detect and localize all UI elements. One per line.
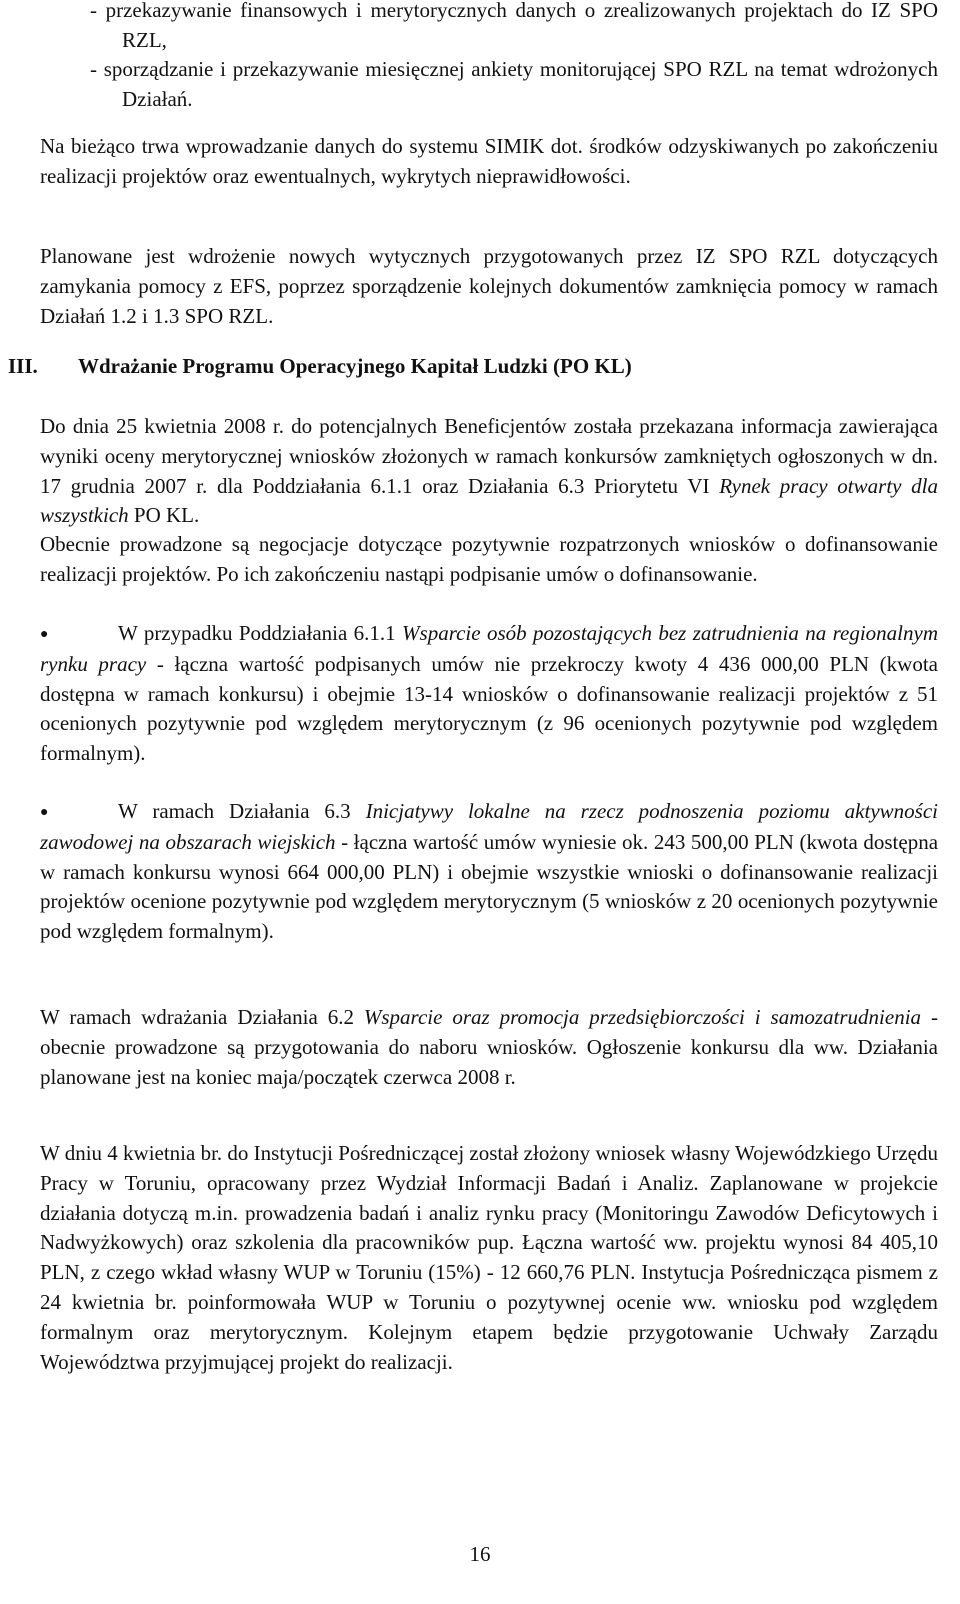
paragraph-section3-point-2	[8, 1003, 938, 1092]
list-number	[8, 412, 40, 442]
bullet-italic-title: Wsparcie osób pozostających bez zatrudnienia na regionalnym rynku pracy	[40, 621, 939, 676]
bullet-icon: ●	[40, 805, 49, 820]
paragraph-negotiations	[40, 530, 938, 590]
bullet-text: - łączna wartość umów wyniesie ok. 243 500,00 PLN (kwota dostępna w ramach konkursu wynosi 664 000,00 PLN) i obejmie wszystkie wnioski o dofinansowanie realizacji projektów ocenione pozytywnie pod względem merytorycznym (5 wniosków z 20 ocenionych pozytywnie pod względem formalnym).	[40, 829, 939, 944]
paragraph-text: Planowane jest wdrożenie nowych wytycznych przygotowanych przez IZ SPO RZL dotyczących zamykania pomocy z EFS, poprzez sporządzenie kolejnych dokumentów zamknięcia pomocy w ramach Działań 1.2 i 1.3 SPO RZL.	[40, 244, 938, 328]
measure-title: Wsparcie oraz promocja przedsiębiorczości i samozatrudnienia	[363, 1005, 922, 1029]
paragraph-text: Na bieżąco trwa wprowadzanie danych do systemu SIMIK dot. środków odzyskiwanych po zakończeniu realizacji projektów oraz ewentualnych, wykrytych nieprawidłowości.	[40, 134, 938, 188]
page-number: 16	[469, 1542, 491, 1566]
bullet-lead: W przypadku Poddziałania 6.1.1	[118, 621, 403, 645]
bullet-italic-title: Inicjatywy lokalne na rzecz podnoszenia poziomu aktywności zawodowej na obszarach wiejskich	[40, 799, 938, 854]
paragraph-point-5	[8, 242, 938, 331]
section-number: III.	[8, 354, 38, 378]
list-item	[90, 0, 938, 56]
paragraph-text: - obecnie prowadzone są przygotowania do naboru wniosków. Ogłoszenie konkursu dla ww. Działania planowane jest na koniec maja/początek czerwca 2008 r.	[40, 1005, 938, 1089]
bullet-text: - łączna wartość podpisanych umów nie przekroczy kwoty 4 436 000,00 PLN (kwota dostępna w ramach konkursu) i obejmie 13-14 wniosków o dofinansowanie realizacji projektów z 51 ocenionych pozytywnie pod względem merytorycznym (z 96 ocenionych pozytywnie pod względem formalnym).	[40, 651, 938, 766]
paragraph-text-end: PO KL.	[128, 503, 200, 528]
list-number	[8, 1003, 40, 1033]
list-number	[8, 1139, 40, 1169]
list-item	[90, 55, 938, 115]
paragraph-text: Do dnia 25 kwietnia 2008 r. do potencjalnych Beneficjentów została przekazana informacja zawierająca wyniki oceny merytorycznej wniosków złożonych w ramach konkursów zamkniętych ogłoszonych w dn. 17 grudnia 2007 r. dla Poddziałania 6.1.1 oraz Działania 6.3 Priorytetu VI	[40, 414, 938, 498]
list-number	[8, 242, 40, 272]
section-heading	[8, 352, 938, 382]
paragraph-section3-point-3	[8, 1139, 938, 1377]
bullet-lead: W ramach Działania 6.3	[118, 799, 366, 823]
list-item-text: - sporządzanie i przekazywanie miesięcznej ankiety monitorującej SPO RZL na temat wdrożonych Działań.	[90, 57, 938, 111]
list-number	[8, 132, 40, 162]
paragraph-lead: W ramach wdrażania Działania 6.2	[40, 1005, 364, 1029]
bullet-icon: ●	[40, 627, 49, 642]
section-title: Wdrażanie Programu Operacyjnego Kapitał Ludzki (PO KL)	[78, 354, 632, 378]
paragraph-section3-point-1	[8, 412, 938, 531]
bullet-item-6-3	[40, 797, 938, 947]
list-item-text: - przekazywanie finansowych i merytorycznych danych o zrealizowanych projektach do IZ SPO RZL,	[90, 0, 938, 52]
paragraph-point-4	[8, 132, 938, 192]
bullet-item-6-1-1	[40, 619, 938, 769]
paragraph-text: W dniu 4 kwietnia br. do Instytucji Pośredniczącej został złożony wniosek własny Wojewódzkiego Urzędu Pracy w Toruniu, opracowany przez Wydział Informacji Badań i Analiz. Zaplanowane w projekcie działania dotyczą m.in. prowadzenia badań i analiz rynku pracy (Monitoringu Zawodów Deficytowych i Nadwyżkowych) oraz szkolenia dla pracowników pup. Łączna wartość ww. projektu wynosi 84 405,10 PLN, z czego wkład własny WUP w Toruniu (15%) - 12 660,76 PLN. Instytucja Pośrednicząca pismem z 24 kwietnia br. poinformowała WUP w Toruniu o pozytywnej ocenie ww. wniosku pod względem formalnym oraz merytorycznym. Kolejnym etapem będzie przygotowanie Uchwały Zarządu Województwa przyjmującej projekt do realizacji.	[40, 1141, 938, 1374]
paragraph-text: Obecnie prowadzone są negocjacje dotyczące pozytywnie rozpatrzonych wniosków o dofinansowanie realizacji projektów. Po ich zakończeniu nastąpi podpisanie umów o dofinansowanie.	[40, 532, 938, 586]
programme-priority-name: Rynek pracy otwarty dla wszystkich	[40, 473, 938, 528]
